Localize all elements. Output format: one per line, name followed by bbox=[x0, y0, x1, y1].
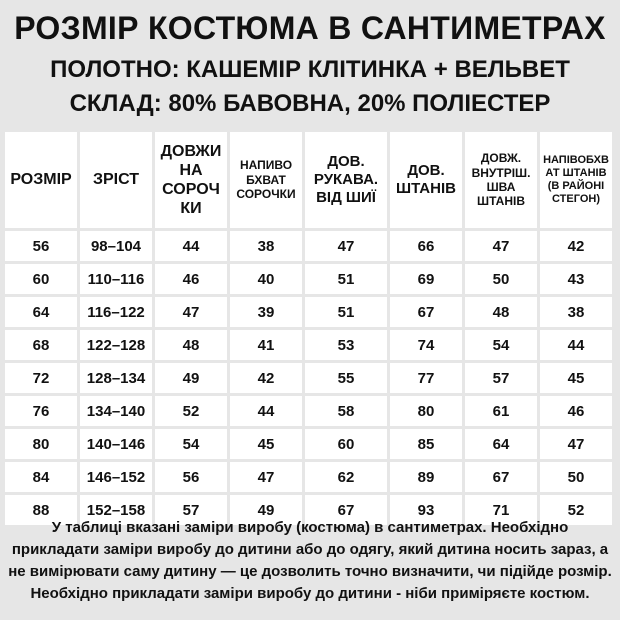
cell-shirt-half-chest: 39 bbox=[230, 297, 302, 327]
cell-pants-half-hip: 45 bbox=[540, 363, 612, 393]
cell-pants-length: 85 bbox=[390, 429, 462, 459]
table-header-row bbox=[5, 132, 612, 228]
cell-pants-length: 77 bbox=[390, 363, 462, 393]
header-height: ЗРІСТ bbox=[80, 132, 152, 228]
cell-pants-inseam: 71 bbox=[465, 495, 537, 525]
cell-sleeve-length: 47 bbox=[305, 231, 387, 261]
table-row bbox=[5, 297, 612, 327]
cell-shirt-half-chest: 49 bbox=[230, 495, 302, 525]
cell-size: 76 bbox=[5, 396, 77, 426]
cell-sleeve-length: 51 bbox=[305, 297, 387, 327]
table-row bbox=[5, 462, 612, 492]
cell-pants-length: 93 bbox=[390, 495, 462, 525]
table-row bbox=[5, 264, 612, 294]
cell-size: 68 bbox=[5, 330, 77, 360]
header-pants-half-hip: НАПІВОБХВ АТ ШТАНІВ (В РАЙОНІ СТЕГОН) bbox=[540, 132, 612, 228]
cell-height: 122–128 bbox=[80, 330, 152, 360]
cell-size: 72 bbox=[5, 363, 77, 393]
cell-shirt-length: 49 bbox=[155, 363, 227, 393]
cell-pants-half-hip: 44 bbox=[540, 330, 612, 360]
cell-pants-length: 69 bbox=[390, 264, 462, 294]
header-size: РОЗМІР bbox=[5, 132, 77, 228]
fabric-line: ПОЛОТНО: КАШЕМІР КЛІТИНКА + ВЕЛЬВЕТ bbox=[50, 56, 570, 83]
cell-size: 80 bbox=[5, 429, 77, 459]
cell-pants-inseam: 61 bbox=[465, 396, 537, 426]
cell-height: 134–140 bbox=[80, 396, 152, 426]
cell-shirt-half-chest: 40 bbox=[230, 264, 302, 294]
cell-shirt-length: 54 bbox=[155, 429, 227, 459]
cell-sleeve-length: 55 bbox=[305, 363, 387, 393]
composition-line: СКЛАД: 80% БАВОВНА, 20% ПОЛІЕСТЕР bbox=[69, 90, 551, 117]
cell-shirt-length: 56 bbox=[155, 462, 227, 492]
cell-pants-half-hip: 52 bbox=[540, 495, 612, 525]
cell-shirt-half-chest: 45 bbox=[230, 429, 302, 459]
cell-shirt-length: 48 bbox=[155, 330, 227, 360]
cell-sleeve-length: 51 bbox=[305, 264, 387, 294]
cell-pants-length: 66 bbox=[390, 231, 462, 261]
cell-pants-inseam: 54 bbox=[465, 330, 537, 360]
header-shirt-length: ДОВЖИ НА СОРОЧ КИ bbox=[155, 132, 227, 228]
cell-pants-length: 67 bbox=[390, 297, 462, 327]
cell-height: 128–134 bbox=[80, 363, 152, 393]
header-sleeve-length: ДОВ. РУКАВА. ВІД ШИЇ bbox=[305, 132, 387, 228]
cell-pants-half-hip: 46 bbox=[540, 396, 612, 426]
cell-pants-inseam: 57 bbox=[465, 363, 537, 393]
cell-shirt-half-chest: 44 bbox=[230, 396, 302, 426]
cell-height: 152–158 bbox=[80, 495, 152, 525]
cell-sleeve-length: 62 bbox=[305, 462, 387, 492]
table-row bbox=[5, 429, 612, 459]
cell-shirt-length: 52 bbox=[155, 396, 227, 426]
cell-size: 60 bbox=[5, 264, 77, 294]
cell-pants-length: 89 bbox=[390, 462, 462, 492]
header-shirt-half-chest: НАПИВО БХВАТ СОРОЧКИ bbox=[230, 132, 302, 228]
cell-shirt-half-chest: 41 bbox=[230, 330, 302, 360]
cell-shirt-half-chest: 42 bbox=[230, 363, 302, 393]
cell-height: 98–104 bbox=[80, 231, 152, 261]
cell-pants-inseam: 47 bbox=[465, 231, 537, 261]
cell-pants-length: 74 bbox=[390, 330, 462, 360]
cell-height: 140–146 bbox=[80, 429, 152, 459]
cell-pants-half-hip: 50 bbox=[540, 462, 612, 492]
cell-pants-half-hip: 38 bbox=[540, 297, 612, 327]
cell-shirt-length: 46 bbox=[155, 264, 227, 294]
size-table bbox=[2, 129, 615, 528]
cell-pants-inseam: 48 bbox=[465, 297, 537, 327]
table-row bbox=[5, 330, 612, 360]
cell-pants-half-hip: 43 bbox=[540, 264, 612, 294]
cell-shirt-half-chest: 47 bbox=[230, 462, 302, 492]
page-title: РОЗМІР КОСТЮМА В САНТИМЕТРАХ bbox=[14, 10, 606, 46]
cell-height: 116–122 bbox=[80, 297, 152, 327]
cell-pants-inseam: 50 bbox=[465, 264, 537, 294]
cell-size: 64 bbox=[5, 297, 77, 327]
cell-height: 146–152 bbox=[80, 462, 152, 492]
header-pants-inseam: ДОВЖ. ВНУТРІШ. ШВА ШТАНІВ bbox=[465, 132, 537, 228]
cell-size: 56 bbox=[5, 231, 77, 261]
header-pants-length: ДОВ. ШТАНІВ bbox=[390, 132, 462, 228]
cell-height: 110–116 bbox=[80, 264, 152, 294]
cell-pants-inseam: 67 bbox=[465, 462, 537, 492]
table-row bbox=[5, 231, 612, 261]
cell-pants-half-hip: 42 bbox=[540, 231, 612, 261]
table-row bbox=[5, 363, 612, 393]
table-row bbox=[5, 396, 612, 426]
cell-shirt-length: 44 bbox=[155, 231, 227, 261]
cell-size: 88 bbox=[5, 495, 77, 525]
cell-sleeve-length: 53 bbox=[305, 330, 387, 360]
cell-sleeve-length: 67 bbox=[305, 495, 387, 525]
cell-sleeve-length: 60 bbox=[305, 429, 387, 459]
cell-shirt-length: 57 bbox=[155, 495, 227, 525]
cell-shirt-half-chest: 38 bbox=[230, 231, 302, 261]
cell-pants-half-hip: 47 bbox=[540, 429, 612, 459]
cell-shirt-length: 47 bbox=[155, 297, 227, 327]
cell-sleeve-length: 58 bbox=[305, 396, 387, 426]
measurement-note: У таблиці вказані заміри виробу (костюма) в сантиметрах. Необхідно прикладати заміри виробу до дитини або до одягу, який дитина носить зараз, а не вимірювати саму дитину — це дозволить точно визначити, чи підійде розмір. Необхідно прикладати заміри виробу до дитини - ніби приміряєте костюм. bbox=[8, 519, 612, 602]
cell-pants-length: 80 bbox=[390, 396, 462, 426]
cell-pants-inseam: 64 bbox=[465, 429, 537, 459]
cell-size: 84 bbox=[5, 462, 77, 492]
